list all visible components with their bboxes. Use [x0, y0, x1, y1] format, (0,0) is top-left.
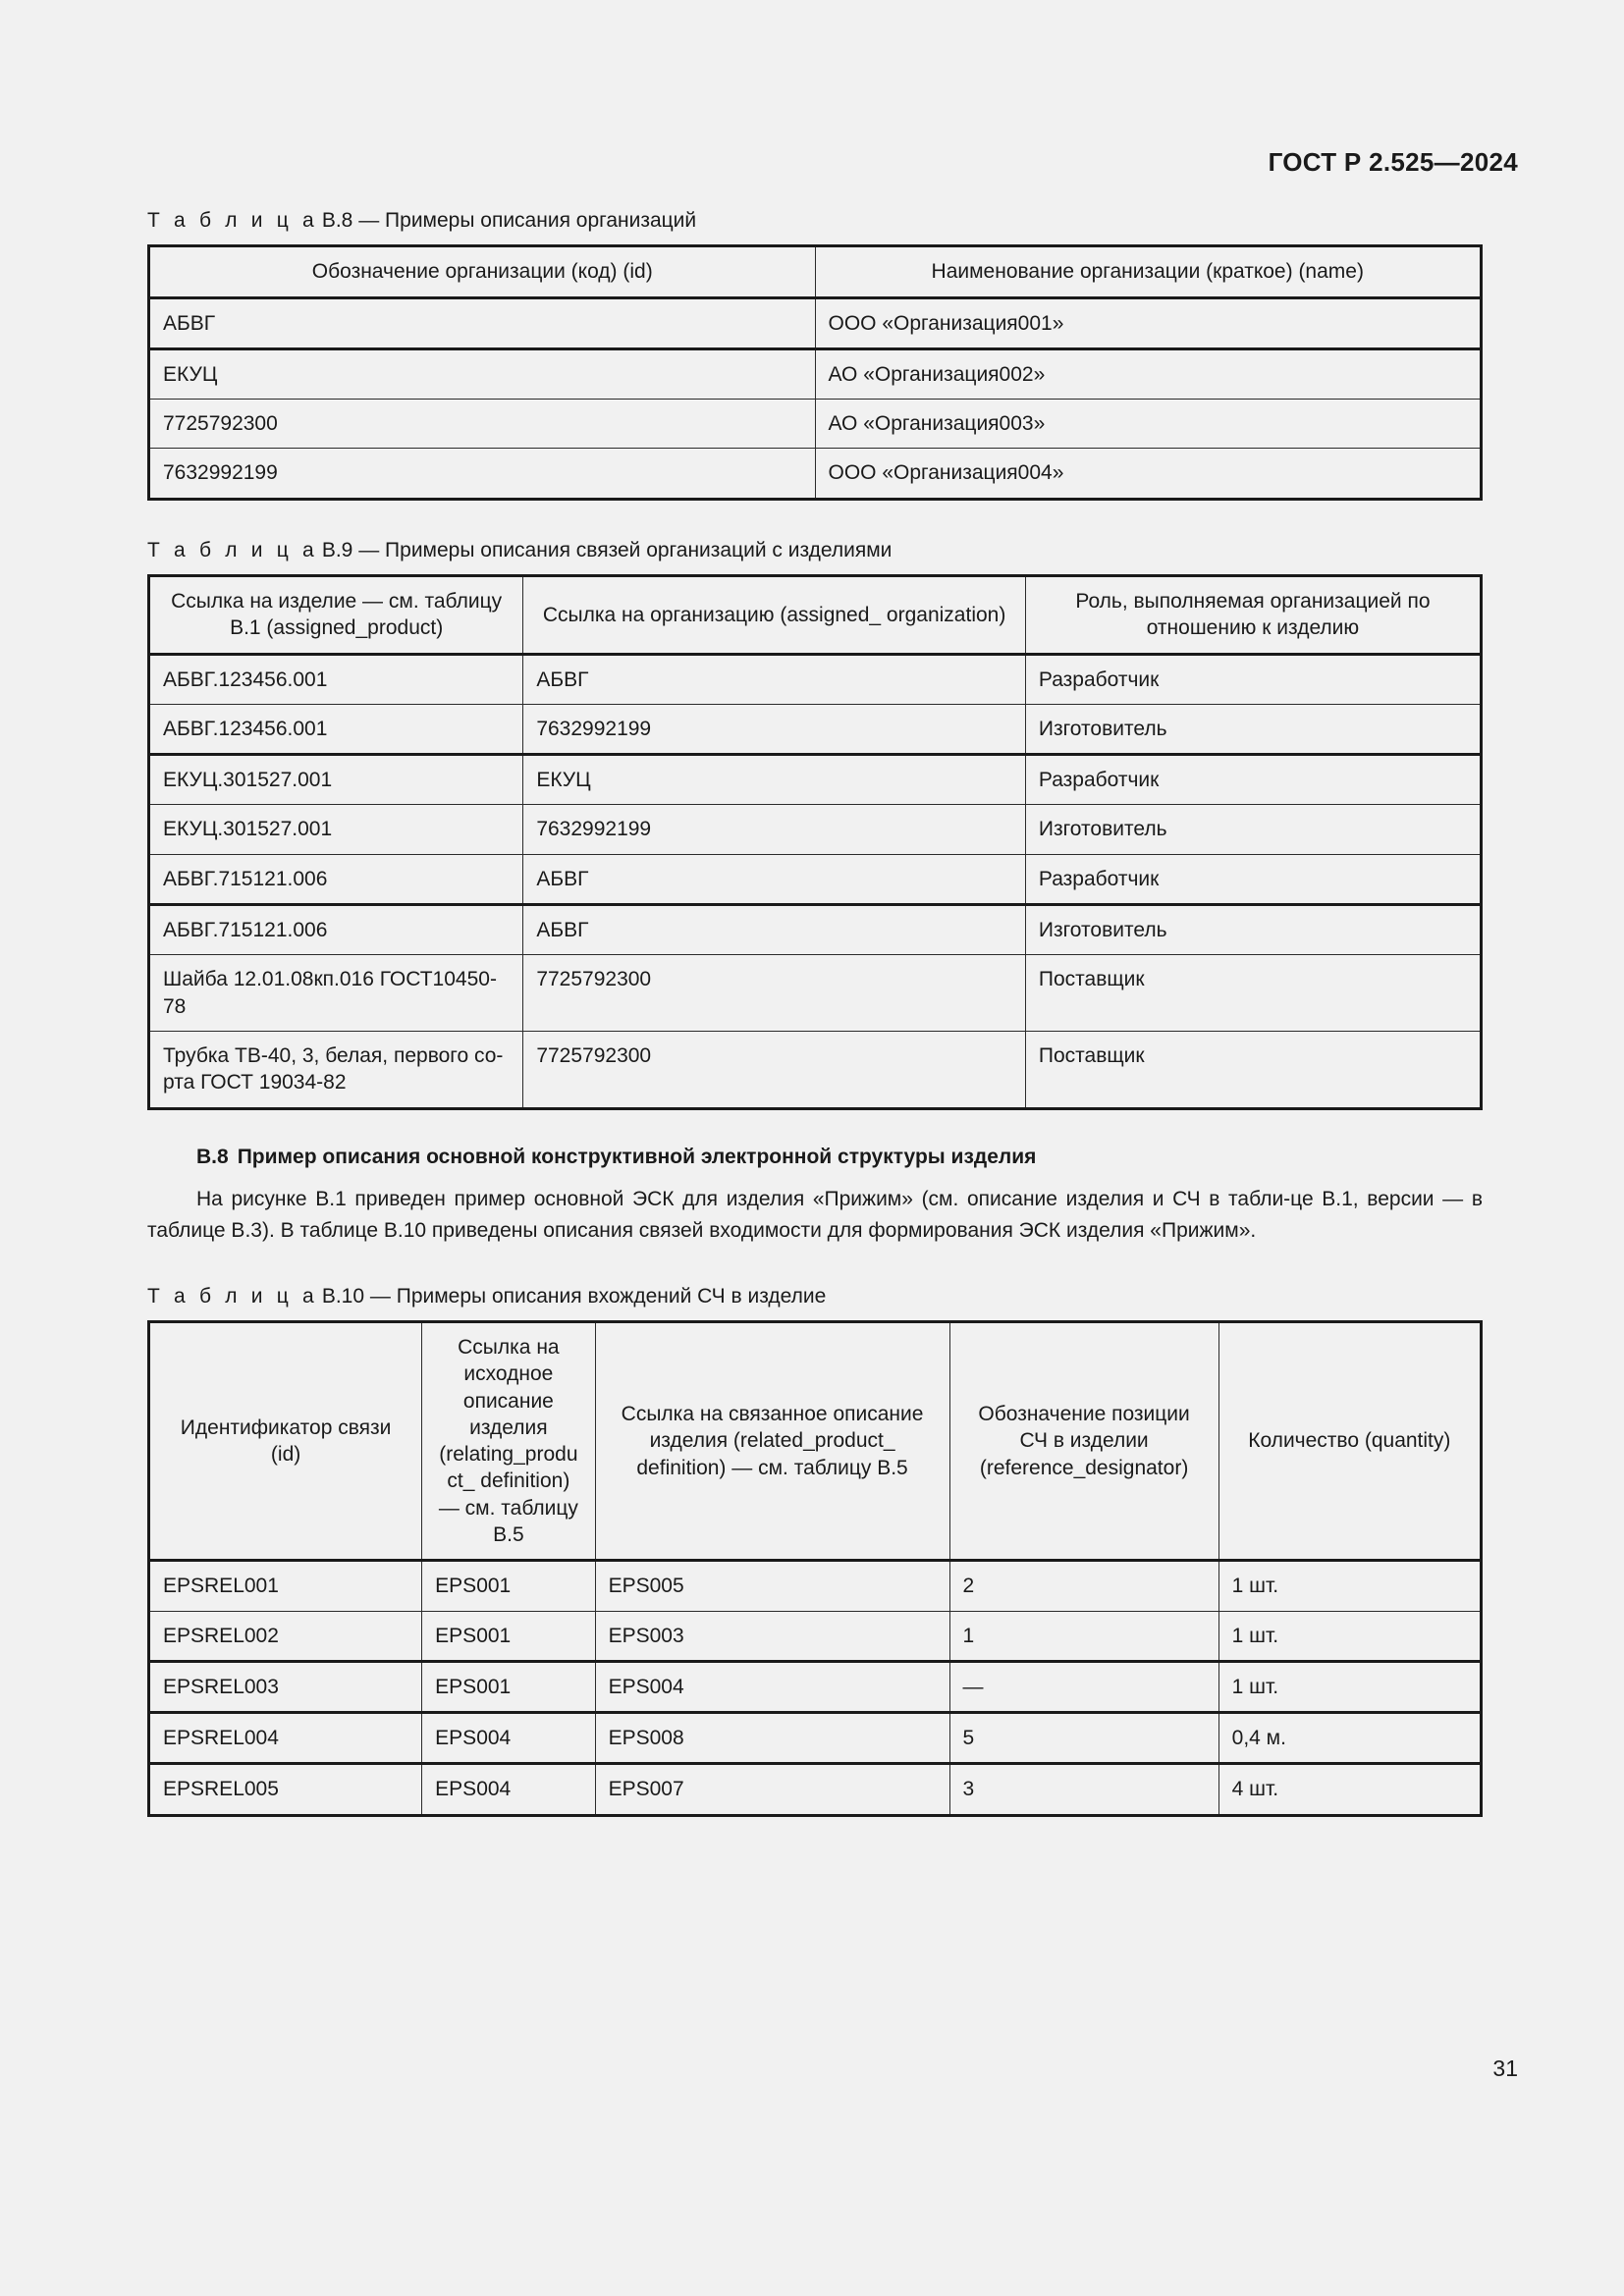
- table-cell: АО «Организация003»: [815, 400, 1482, 449]
- table-row: [149, 755, 1482, 805]
- table-b9-col-role: Роль, выполняемая организацией по отношению к изделию: [1025, 575, 1481, 654]
- table-cell: 7725792300: [523, 1031, 1026, 1108]
- table-b8-caption-text: — Примеры описания организаций: [358, 209, 697, 232]
- table-cell: ЕКУЦ.301527.001: [149, 755, 523, 805]
- table-cell: ООО «Организация004»: [815, 449, 1482, 499]
- table-b10-col-quantity: Количество (quantity): [1218, 1321, 1481, 1560]
- table-b9-caption-number: В.9: [321, 538, 353, 561]
- table-row: [149, 297, 1482, 348]
- table-cell: 1 шт.: [1218, 1561, 1481, 1611]
- table-b10-caption-text: — Примеры описания вхождений СЧ в изделие: [369, 1284, 827, 1308]
- table-cell: 0,4 м.: [1218, 1713, 1481, 1764]
- table-cell: 1 шт.: [1218, 1611, 1481, 1661]
- table-cell: 4 шт.: [1218, 1764, 1481, 1815]
- table-b8-col-id: Обозначение организации (код) (id): [149, 246, 816, 297]
- table-cell: 7632992199: [149, 449, 816, 499]
- table-b8: [147, 244, 1483, 500]
- table-cell: 1 шт.: [1218, 1661, 1481, 1712]
- spacer: [147, 501, 1483, 538]
- table-b8-header-row: [149, 246, 1482, 297]
- document-standard-header: ГОСТ Р 2.525—2024: [1268, 147, 1518, 177]
- table-b10-caption-word: Т а б л и ц а: [147, 1284, 318, 1308]
- table-b8-caption-number: В.8: [321, 209, 353, 232]
- table-b9-header-row: [149, 575, 1482, 654]
- table-row: [149, 905, 1482, 955]
- page-number: 31: [1492, 2056, 1518, 2081]
- table-cell: EPS005: [595, 1561, 949, 1611]
- table-cell: EPS003: [595, 1611, 949, 1661]
- table-cell: Разработчик: [1025, 854, 1481, 904]
- table-row: [149, 348, 1482, 399]
- table-row: [149, 955, 1482, 1032]
- table-cell: АО «Организация002»: [815, 348, 1482, 399]
- table-cell: АБВГ: [523, 905, 1026, 955]
- table-row: [149, 805, 1482, 854]
- table-b9-caption-word: Т а б л и ц а: [147, 538, 318, 561]
- table-row: [149, 449, 1482, 499]
- table-b9-col-product: Ссылка на изделие — см. таблицу В.1 (assigned_product): [149, 575, 523, 654]
- table-b9-caption-text: — Примеры описания связей организаций с изделиями: [358, 538, 893, 561]
- table-cell: —: [949, 1661, 1218, 1712]
- spacer: [147, 1247, 1483, 1284]
- table-row: [149, 654, 1482, 704]
- table-cell: ЕКУЦ: [149, 348, 816, 399]
- spacer: [147, 1110, 1483, 1144]
- table-row: [149, 1764, 1482, 1815]
- section-b8-title: Пример описания основной конструктивной электронной структуры изделия: [237, 1145, 1037, 1168]
- table-cell: АБВГ: [523, 854, 1026, 904]
- table-b10-col-related: Ссылка на связанное описание изделия (related_product_ definition) — см. таблицу В.5: [595, 1321, 949, 1560]
- table-cell: АБВГ: [523, 654, 1026, 704]
- table-row: [149, 1661, 1482, 1712]
- table-row: [149, 1031, 1482, 1108]
- table-cell: 3: [949, 1764, 1218, 1815]
- table-cell: EPS001: [422, 1661, 595, 1712]
- table-cell: 7632992199: [523, 704, 1026, 754]
- table-cell: АБВГ.123456.001: [149, 704, 523, 754]
- table-cell: EPS004: [422, 1764, 595, 1815]
- table-cell: EPS007: [595, 1764, 949, 1815]
- table-cell: EPSREL001: [149, 1561, 422, 1611]
- table-cell: АБВГ.123456.001: [149, 654, 523, 704]
- table-cell: 7725792300: [149, 400, 816, 449]
- table-b10: [147, 1320, 1483, 1817]
- table-cell: Поставщик: [1025, 955, 1481, 1032]
- table-row: [149, 1611, 1482, 1661]
- table-row: [149, 1713, 1482, 1764]
- table-b10-col-relating: Ссылка на исходное описание изделия (relating_product_ definition) — см. таблицу В.5: [422, 1321, 595, 1560]
- table-cell: АБВГ.715121.006: [149, 854, 523, 904]
- section-b8-number: В.8: [196, 1145, 229, 1168]
- table-b8-caption-word: Т а б л и ц а: [147, 209, 318, 232]
- table-cell: EPS004: [422, 1713, 595, 1764]
- table-cell: Шайба 12.01.08кп.016 ГОСТ10450-78: [149, 955, 523, 1032]
- table-cell: EPS008: [595, 1713, 949, 1764]
- table-b8-col-name: Наименование организации (краткое) (name): [815, 246, 1482, 297]
- table-row: [149, 854, 1482, 904]
- table-cell: EPSREL005: [149, 1764, 422, 1815]
- table-row: [149, 400, 1482, 449]
- table-cell: 5: [949, 1713, 1218, 1764]
- table-cell: 2: [949, 1561, 1218, 1611]
- table-cell: EPSREL003: [149, 1661, 422, 1712]
- table-cell: АБВГ.715121.006: [149, 905, 523, 955]
- table-cell: EPS001: [422, 1611, 595, 1661]
- table-cell: ЕКУЦ: [523, 755, 1026, 805]
- table-cell: ООО «Организация001»: [815, 297, 1482, 348]
- table-b10-header-row: [149, 1321, 1482, 1560]
- table-b10-col-reference-designator: Обозначение позиции СЧ в изделии (reference_designator): [949, 1321, 1218, 1560]
- table-cell: Изготовитель: [1025, 704, 1481, 754]
- table-b8-caption: [147, 208, 1483, 234]
- table-cell: Разработчик: [1025, 654, 1481, 704]
- table-b10-caption-number: В.10: [321, 1284, 365, 1308]
- table-cell: EPSREL002: [149, 1611, 422, 1661]
- table-b10-caption: [147, 1284, 1483, 1309]
- table-b9-col-organization: Ссылка на организацию (assigned_ organization): [523, 575, 1026, 654]
- table-cell: Разработчик: [1025, 755, 1481, 805]
- table-cell: EPSREL004: [149, 1713, 422, 1764]
- table-b9-caption: [147, 538, 1483, 563]
- table-b9: [147, 574, 1483, 1110]
- section-b8-paragraph: На рисунке В.1 приведен пример основной ЭСК для изделия «Прижим» (см. описание изделия и СЧ в табли-це В.1, версии — в таблице В.3). В таблице В.10 приведены описания связей входимости для формирования ЭСК изделия «Прижим».: [147, 1187, 1483, 1242]
- table-cell: 7725792300: [523, 955, 1026, 1032]
- section-b8-heading: [147, 1144, 1483, 1170]
- table-cell: EPS004: [595, 1661, 949, 1712]
- table-cell: 7632992199: [523, 805, 1026, 854]
- table-cell: Изготовитель: [1025, 805, 1481, 854]
- table-b10-col-id: Идентификатор связи (id): [149, 1321, 422, 1560]
- page-content: [147, 208, 1483, 1817]
- table-cell: Изготовитель: [1025, 905, 1481, 955]
- table-cell: 1: [949, 1611, 1218, 1661]
- table-row: [149, 1561, 1482, 1611]
- table-cell: Поставщик: [1025, 1031, 1481, 1108]
- table-cell: Трубка ТВ-40, 3, белая, первого со-рта ГОСТ 19034-82: [149, 1031, 523, 1108]
- table-cell: АБВГ: [149, 297, 816, 348]
- table-cell: EPS001: [422, 1561, 595, 1611]
- table-cell: ЕКУЦ.301527.001: [149, 805, 523, 854]
- table-row: [149, 704, 1482, 754]
